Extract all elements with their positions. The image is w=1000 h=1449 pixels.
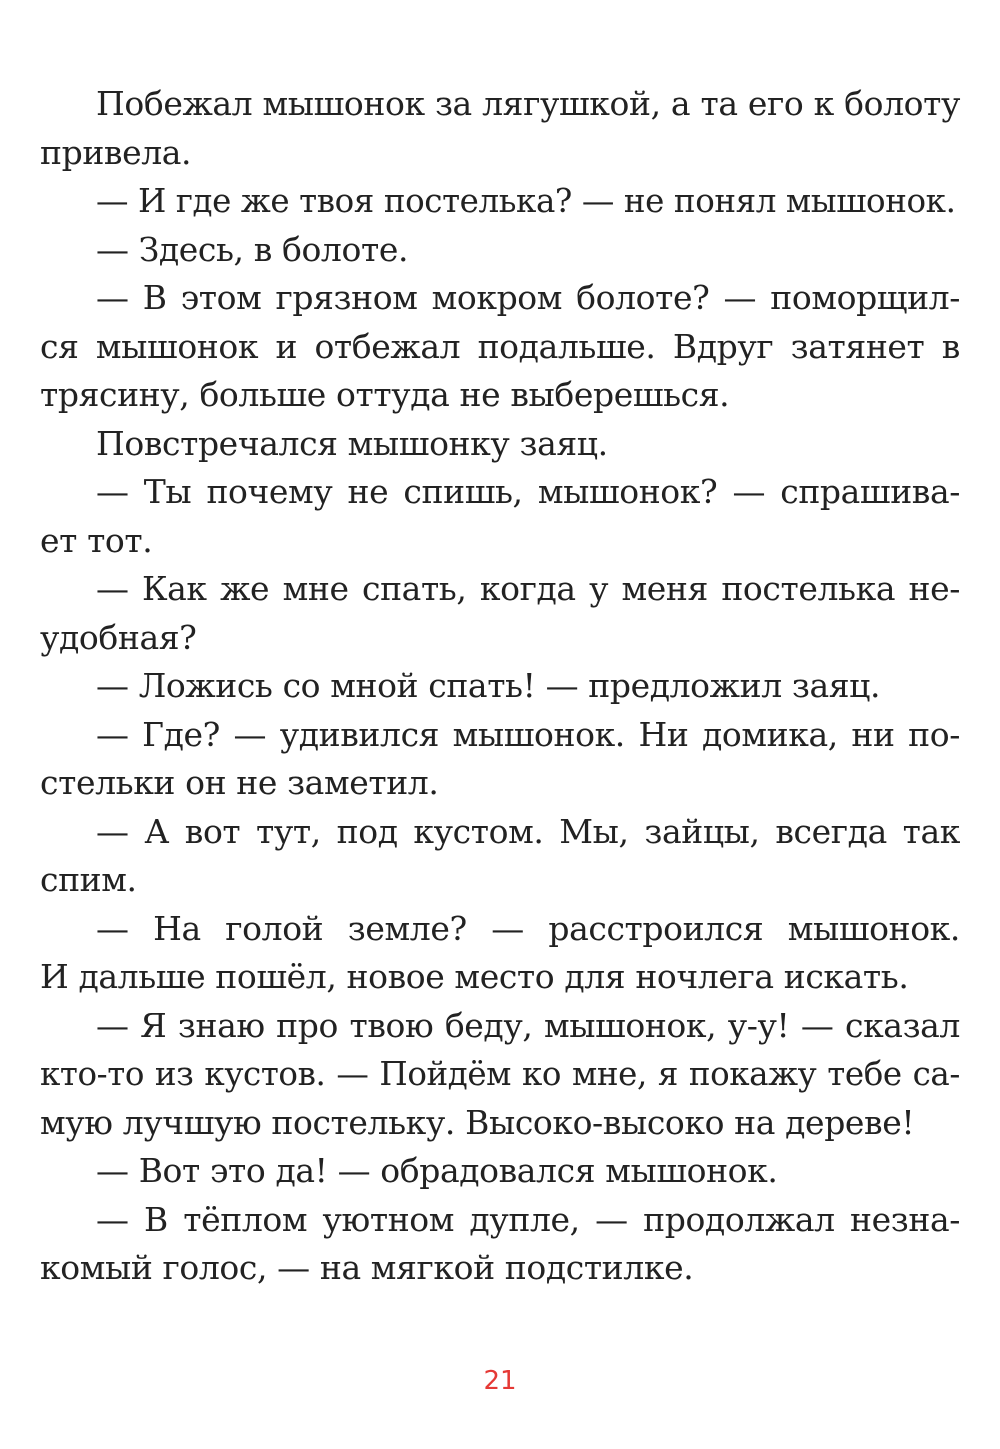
text-line: — В тёплом уютном дупле, — продолжал незна-	[96, 1199, 960, 1239]
text-line: И дальше пошёл, новое место для ночлега искать.	[40, 957, 909, 996]
text-line: — Ложись со мной спать! — предложил заяц.	[96, 666, 881, 705]
text-line: — Вот это да! — обрадовался мышонок.	[96, 1151, 778, 1190]
text-line: привела.	[40, 132, 192, 172]
text-line: — Как же мне спать, когда у меня постелька не-	[96, 569, 960, 608]
text-line: ся мышонок и отбежал подальше. Вдруг затянет в	[40, 326, 960, 366]
text-line: ет тот.	[40, 520, 153, 560]
text-line: комый голос, — на мягкой подстилке.	[40, 1248, 694, 1287]
text-line: удобная?	[40, 617, 197, 657]
text-line: — Ты почему не спишь, мышонок? — спрашива-	[96, 472, 960, 511]
text-line: — На голой земле? — расстроился мышонок.	[96, 908, 960, 948]
text-line: мую лучшую постельку. Высоко-высоко на дереве!	[40, 1102, 915, 1142]
text-line: — Я знаю про твою беду, мышонок, у-у! — сказал	[96, 1005, 960, 1045]
text-line: — И где же твоя постелька? — не понял мышонок.	[96, 182, 956, 220]
story-text	[40, 80, 960, 1293]
text-line: трясину, больше оттуда не выберешься.	[40, 375, 730, 414]
text-line: кто-то из кустов. — Пойдём ко мне, я покажу тебе са-	[40, 1055, 960, 1093]
text-line: стельки он не заметил.	[40, 763, 439, 802]
text-line: — Здесь, в болоте.	[96, 229, 409, 269]
text-line: — А вот тут, под кустом. Мы, зайцы, всегда так	[96, 811, 960, 851]
text-line: спим.	[40, 860, 137, 899]
page-number: 21	[483, 1366, 517, 1396]
text-line: — Где? — удивился мышонок. Ни домика, ни по-	[96, 714, 960, 754]
text-line: Побежал мышонок за лягушкой, а та его к болоту	[96, 84, 960, 123]
text-line: — В этом грязном мокром болоте? — поморщил-	[96, 278, 960, 317]
text-line: Повстречался мышонку заяц.	[96, 423, 608, 463]
